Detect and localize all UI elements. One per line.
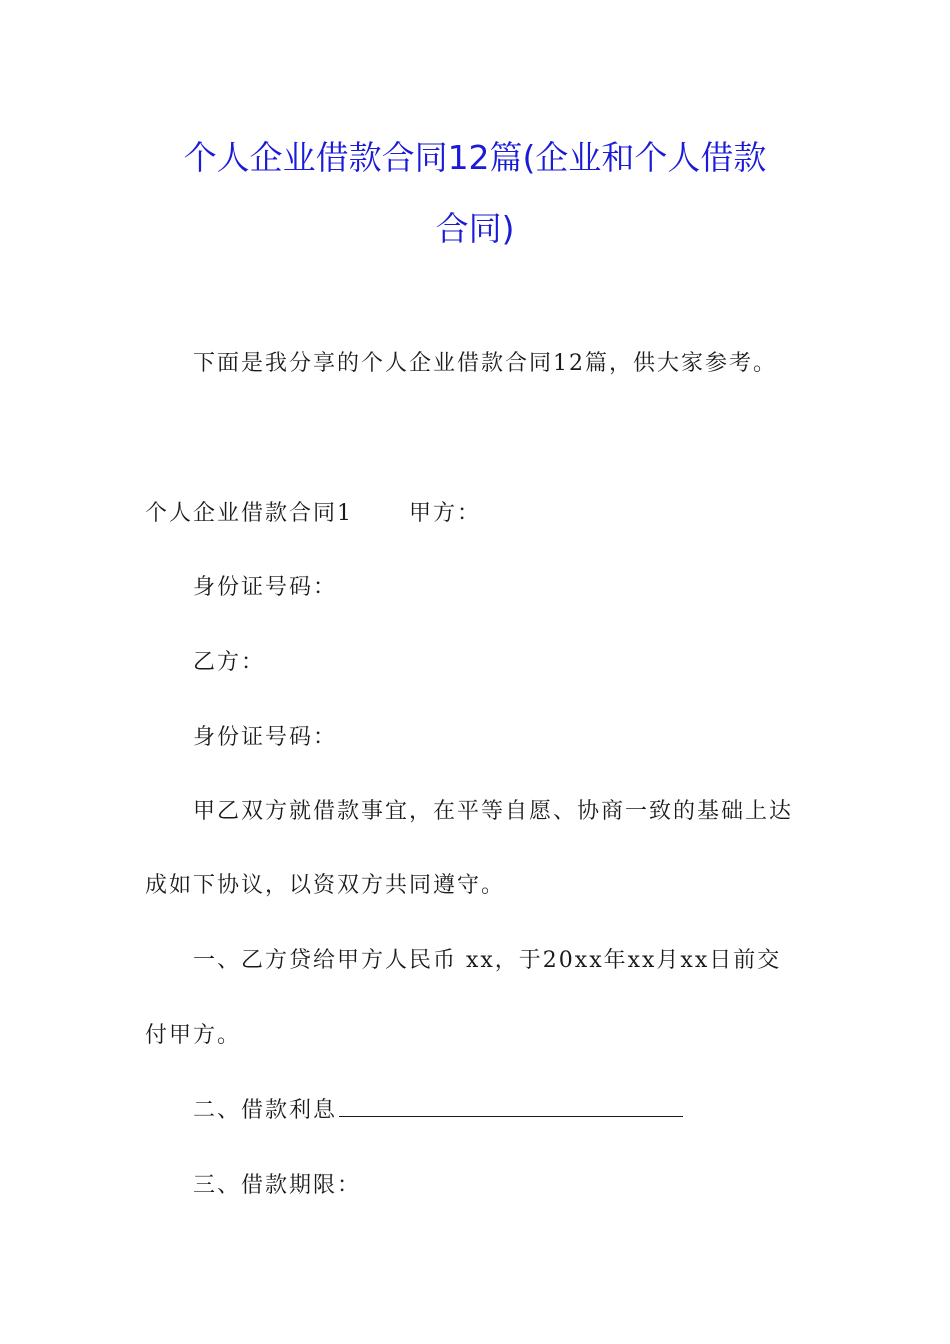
- intro-paragraph: 下面是我分享的个人企业借款合同12篇，供大家参考。: [193, 351, 777, 376]
- party-a-id-label: 身份证号码：: [193, 575, 338, 600]
- document-title-line-2: 合同): [435, 209, 515, 248]
- party-b-label: 乙方：: [193, 650, 266, 675]
- document-title-line-1: 个人企业借款合同12篇(企业和个人借款: [183, 138, 767, 177]
- contract-heading: 个人企业借款合同1: [145, 501, 353, 526]
- party-b-id-label: 身份证号码：: [193, 725, 338, 750]
- clause-2-label: 二、借款利息: [193, 1098, 338, 1123]
- clause-3-label: 三、借款期限：: [193, 1173, 362, 1198]
- blank-fill-line: [339, 1096, 683, 1117]
- preamble-line-1: 甲乙双方就借款事宜，在平等自愿、协商一致的基础上达: [193, 799, 794, 824]
- clause-2-row: [193, 1093, 683, 1124]
- clause-1-line-1: 一、乙方贷给甲方人民币 xx，于20xx年xx月xx日前交: [193, 948, 782, 973]
- contract-heading-row: [145, 496, 481, 527]
- clause-1-line-2: 付甲方。: [145, 1023, 242, 1048]
- party-a-label: 甲方：: [409, 501, 482, 526]
- preamble-line-2: 成如下协议，以资双方共同遵守。: [145, 873, 506, 898]
